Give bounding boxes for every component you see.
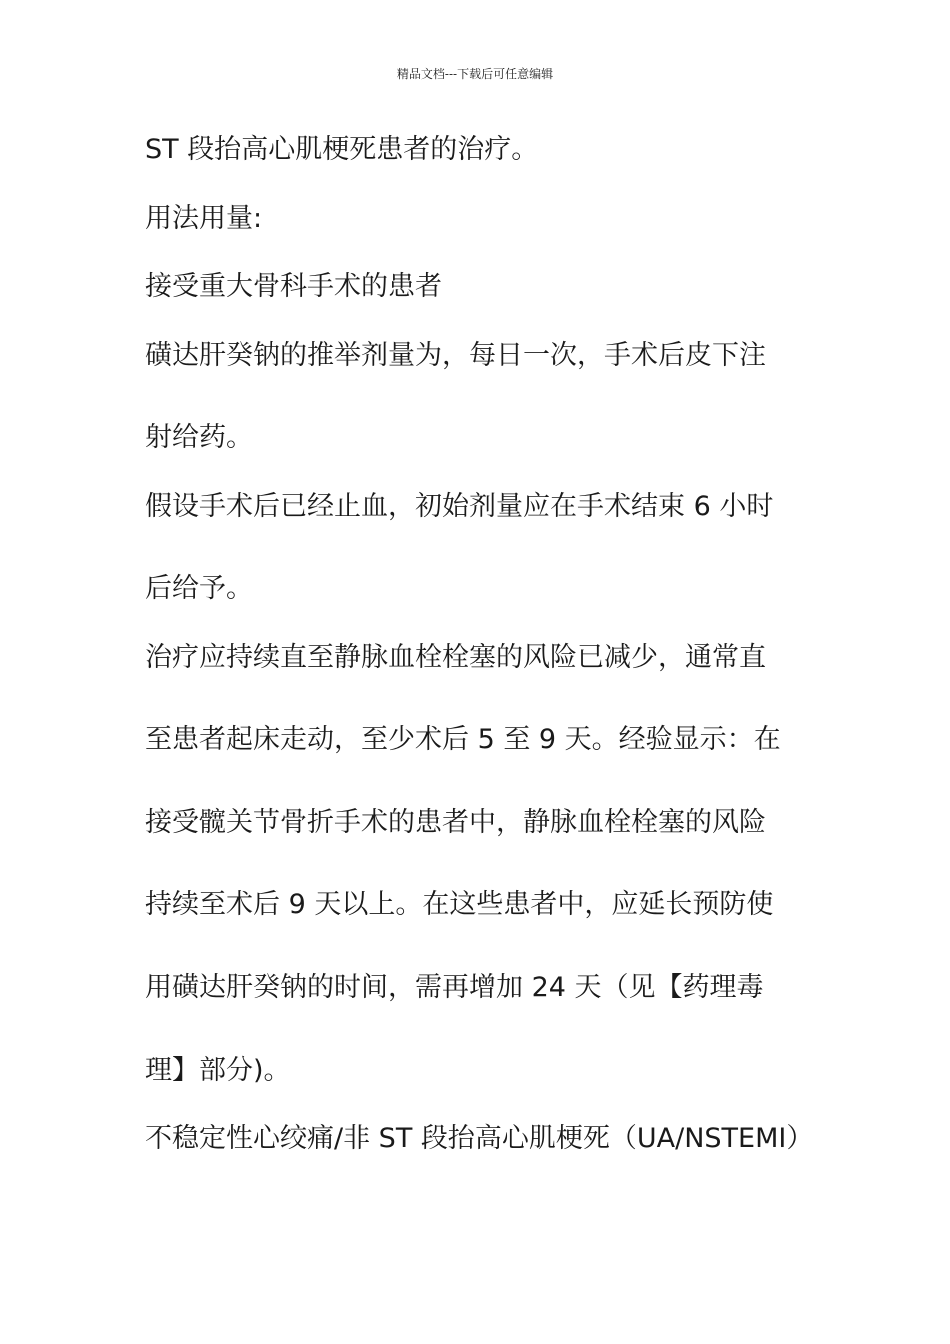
text-line-treatment-duration-2: 至患者起床走动，至少术后 5 至 9 天。经验显示：在 (145, 724, 781, 755)
text-line-dosage-heading: 用法用量: (145, 203, 263, 234)
text-line-treatment-duration: 治疗应持续直至静脉血栓栓塞的风险已减少，通常直 (145, 642, 766, 673)
text-line-dose-recommendation-cont: 射给药。 (145, 422, 253, 453)
text-line-initial-dose: 假设手术后已经止血，初始剂量应在手术结束 6 小时 (145, 491, 774, 522)
text-line-treatment-duration-4: 持续至术后 9 天以上。在这些患者中，应延长预防使 (145, 889, 774, 920)
text-line-treatment-duration-6: 理】部分)。 (145, 1055, 291, 1086)
text-line-st-treatment: ST 段抬高心肌梗死患者的治疗。 (145, 134, 539, 165)
text-line-treatment-duration-5: 用磺达肝癸钠的时间，需再增加 24 天（见【药理毒 (145, 972, 764, 1003)
text-line-dose-recommendation: 磺达肝癸钠的推举剂量为，每日一次，手术后皮下注 (145, 340, 766, 371)
text-line-initial-dose-cont: 后给予。 (145, 573, 253, 604)
document-header: 精品文档---下载后可任意编辑 (396, 67, 554, 81)
text-line-orthopedic-surgery-heading: 接受重大骨科手术的患者 (145, 271, 442, 302)
text-line-treatment-duration-3: 接受髋关节骨折手术的患者中，静脉血栓栓塞的风险 (145, 807, 766, 838)
text-line-ua-nstemi-heading: 不稳定性心绞痛/非 ST 段抬高心肌梗死（UA/NSTEMI） (145, 1123, 814, 1154)
